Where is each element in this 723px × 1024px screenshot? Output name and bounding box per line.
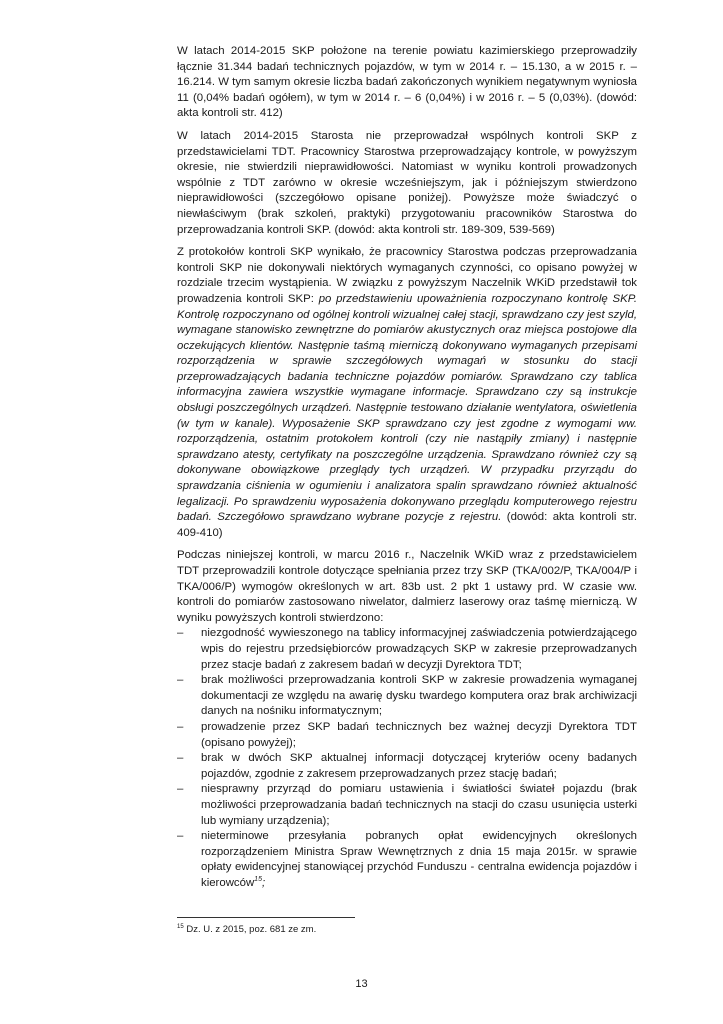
list-item — [177, 720, 637, 751]
paragraph-march-inspection: Podczas niniejszej kontroli, w marcu 2016 r., Naczelnik WKiD wraz z przedstawicielem TDT przeprowadzili kontrole dotyczące spełniania przez trzy SKP (TKA/002/P, TKA/004/P i TKA/006/P) wymogów określonych w art. 83b ust. 2 pkt 1 ustawy prd. W czasie ww. kontroli do pomiarów zastosowano niwelator, dalmierz laserowy oraz taśmę mierniczą. W wyniku powyższych kontroli stwierdzono: — [177, 549, 637, 624]
page-body — [177, 44, 637, 891]
footnote — [177, 924, 316, 935]
list-item-text: brak w dwóch SKP aktualnej informacji dotyczącej kryteriów oceny badanych pojazdów, zgodnie z zakresem przeprowadzanych przez stację badań; — [201, 752, 637, 780]
dash-bullet: – — [177, 674, 184, 687]
list-item — [177, 829, 637, 891]
list-item — [177, 751, 637, 782]
list-item-text: niesprawny przyrząd do pomiaru ustawienia i światłości świateł pojazdu (brak możliwości przeprowadzania badań technicznych na stacji do czasu usunięcia usterki lub wymiany urządzenia); — [201, 783, 637, 827]
procedure-quote: po przedstawieniu upoważnienia rozpoczynano kontrolę SKP. Kontrolę rozpoczynano od ogólnej kontroli wizualnej całej stacji, sprawdzano czy jest szyld, wymagane stanowisko zewnętrzne do pomiarów akustycznych oraz miejsca postojowe dla oczekujących klientów. Następnie taśmą mierniczą dokonywano wymaganych przepisami rozporządzenia w sprawie szczegółowych wymagań w stosunku do stacji przeprowadzających badania techniczne pojazdów pomiarów. Sprawdzano czy tablica informacyjna zawiera wszystkie wymagane informacje. Sprawdzano czy są instrukcje obsługi poszczególnych urządzeń. Następnie testowano działanie wentylatora, oświetlenia (w tym w kanale). Wyposażenie SKP sprawdzano czy jest zgodne z wymogami ww. rozporządzenia, ostatnim protokołem kontroli (czy nie nastąpiły zmiany) i następnie sprawdzano atesty, certyfikaty na poszczególne urządzenia. Sprawdzano również czy są dokonywane obowiązkowe przeglądy tych urządzeń. W przypadku przyrządu do sprawdzania ciśnienia w ogumieniu i analizatora spalin sprawdzano również aktualność legalizacji. Po sprawdzeniu wyposażenia dokonywano przeglądu komputerowego rejestru badań. Szczegółowo sprawdzano wybrane pozycje z rejestru. — [177, 292, 637, 524]
list-item-text: brak możliwości przeprowadzania kontroli SKP w zakresie prowadzenia wymaganej dokumentacji ze względu na awarię dysku twardego komputera oraz brak archiwizacji danych na nośniku informatycznym; — [201, 674, 637, 718]
footnote-text: Dz. U. z 2015, poz. 681 ze zm. — [183, 924, 317, 935]
list-item-text: niezgodność wywieszonego na tablicy informacyjnej zaświadczenia potwierdzającego wpis do rejestru przedsiębiorców prowadzących SKP w zakresie przeprowadzanych przez stacje badań z zakresem badań w decyzji Dyrektora TDT; — [201, 627, 637, 671]
list-item — [177, 626, 637, 673]
procedure-evidence: (dowód: akta kontroli str. 409-410) — [177, 511, 637, 539]
footnote-reference[interactable]: 15 — [254, 876, 262, 884]
dash-bullet: – — [177, 752, 184, 765]
page-number: 13 — [355, 978, 368, 990]
dash-bullet: – — [177, 830, 184, 843]
list-item-end: ; — [261, 876, 266, 889]
findings-list — [177, 626, 637, 891]
list-item — [177, 782, 637, 829]
procedure-intro: Z protokołów kontroli SKP wynikało, że pracownicy Starostwa podczas przeprowadzania kontroli SKP nie dokonywali niektórych wymaganych czynności, co opisano powyżej w rozdziale trzecim wystąpienia. W związku z powyższym Naczelnik WKiD przedstawił tok prowadzenia kontroli SKP: — [177, 246, 637, 305]
dash-bullet: – — [177, 783, 184, 796]
list-item — [177, 673, 637, 720]
paragraph-test-statistics: W latach 2014-2015 SKP położone na terenie powiatu kazimierskiego przeprowadziły łącznie 31.344 badań technicznych pojazdów, w tym w 2014 r. – 15.130, a w 2015 r. – 16.214. W tym samym okresie liczba badań zakończonych wynikiem negatywnym wyniosła 11 (0,04% badań ogółem), w tym w 2014 r. – 6 (0,04%) i w 2016 r. – 5 (0,03%). (dowód: akta kontroli str. 412) — [177, 45, 637, 120]
paragraph-joint-inspections: W latach 2014-2015 Starosta nie przeprowadzał wspólnych kontroli SKP z przedstawicielami TDT. Pracownicy Starostwa przeprowadzający kontrole, w powyższym okresie, nie stwierdzili nieprawidłowości. Natomiast w wyniku kontroli prowadzonych wspólnie z TDT zarówno w okresie wcześniejszym, jak i późniejszym stwierdzono nieprawidłowości (szczegółowo opisane poniżej). Powyższe może świadczyć o niewłaściwym (brak szkoleń, praktyki) przygotowaniu pracowników Starostwa do przeprowadzania kontroli SKP. (dowód: akta kontroli str. 189-309, 539-569) — [177, 129, 637, 236]
dash-bullet: – — [177, 720, 184, 733]
footnote-number: 15 — [177, 923, 184, 930]
list-item-text: prowadzenie przez SKP badań technicznych bez ważnej decyzji Dyrektora TDT (opisano powyżej); — [201, 720, 637, 749]
dash-bullet: – — [177, 627, 184, 640]
footnote-divider — [177, 917, 355, 918]
paragraph-inspection-procedure — [177, 245, 637, 541]
list-item-text: nieterminowe przesyłania pobranych opłat ewidencyjnych określonych rozporządzeniem Ministra Spraw Wewnętrznych z dnia 15 maja 2015r. w sprawie opłaty ewidencyjnej stanowiącej przychód Funduszu - centralna ewidencja pojazdów i kierowców — [201, 830, 637, 889]
